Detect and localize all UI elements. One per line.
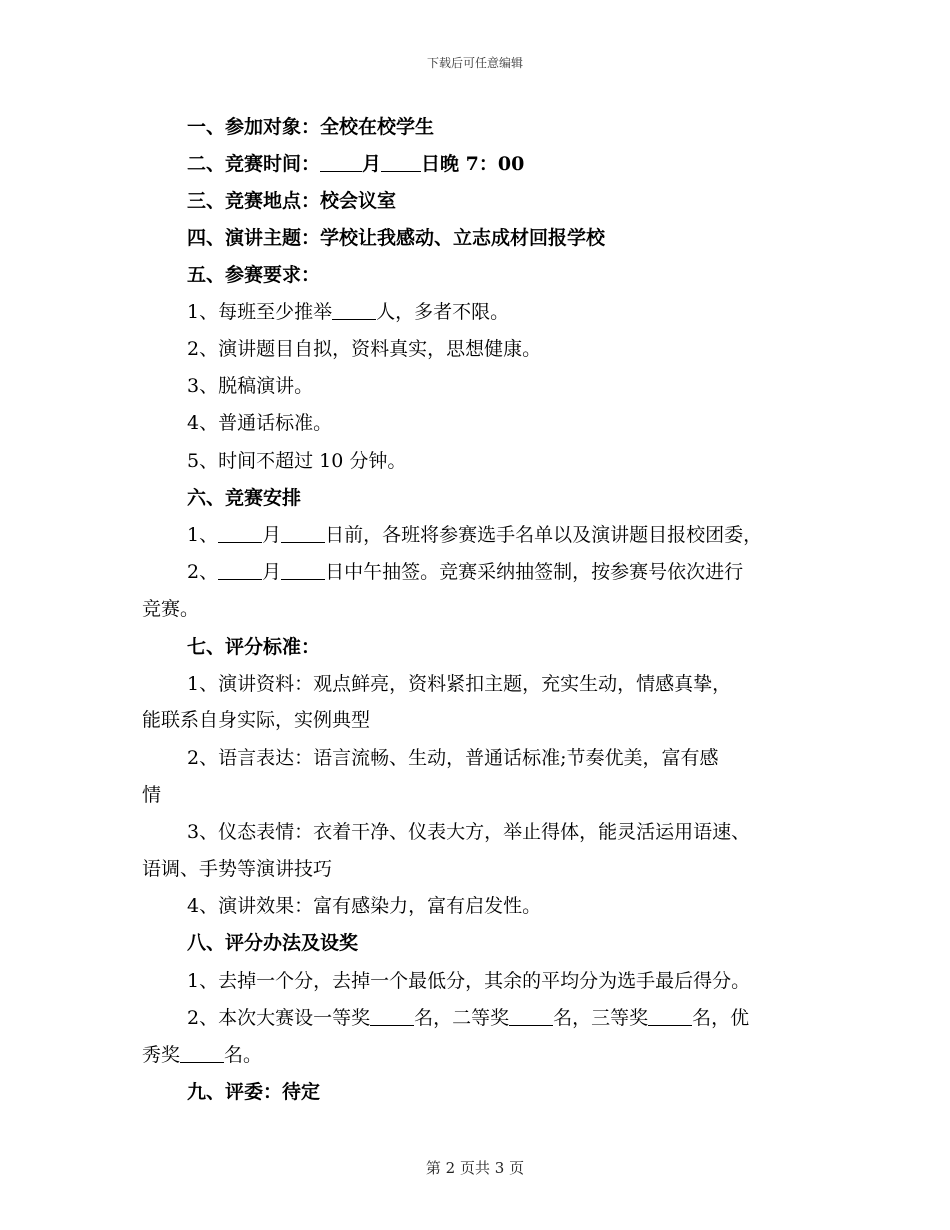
scoring-1: 1、去掉一个分，去掉一个最低分，其余的平均分为选手最后得分。	[187, 970, 751, 992]
arrangement-2-cont: 竞赛。	[142, 598, 200, 620]
criterion-2-cont: 情	[142, 784, 162, 806]
second-prize-blank	[509, 1005, 553, 1026]
time-value: 日晚 7：00	[421, 153, 525, 175]
criterion-4: 4、演讲效果：富有感染力，富有启发性。	[187, 895, 542, 917]
scoring-2-end: 名。	[224, 1044, 263, 1066]
requirement-3: 3、脱稿演讲。	[187, 375, 314, 397]
month-label: 月	[262, 561, 282, 583]
criterion-1-cont: 能联系自身实际，实例典型	[142, 709, 371, 731]
criterion-2: 2、语言表达：语言流畅、生动，普通话标准;节奏优美，富有感	[187, 747, 719, 769]
requirement-1-text-end: 人，多者不限。	[376, 301, 510, 323]
excellent-prize-label: 名，优	[692, 1007, 750, 1029]
criterion-1: 1、演讲资料：观点鲜亮，资料紧扣主题，充实生动，情感真挚，	[187, 673, 732, 695]
section-participants: 一、参加对象：全校在校学生	[187, 116, 435, 138]
day-blank	[281, 522, 325, 543]
scoring-2	[187, 1005, 749, 1031]
day-blank	[381, 151, 421, 172]
arrangement-1	[187, 522, 762, 548]
section-criteria: 七、评分标准：	[187, 636, 321, 658]
criterion-3-cont: 语调、手势等演讲技巧	[142, 858, 333, 880]
requirement-1-text: 1、每班至少推举	[187, 301, 333, 323]
first-prize-label: 2、本次大赛设一等奖	[187, 1007, 371, 1029]
excellent-prize-label-end: 秀奖	[142, 1044, 181, 1066]
section-judges: 九、评委：待定	[187, 1081, 321, 1103]
scoring-2-cont	[142, 1042, 262, 1068]
section-requirements: 五、参赛要求：	[187, 264, 321, 286]
month-blank	[218, 559, 262, 580]
count-blank	[332, 299, 376, 320]
requirement-5: 5、时间不超过 10 分钟。	[187, 450, 407, 472]
requirement-1	[187, 299, 509, 325]
section-arrangement: 六、竞赛安排	[187, 487, 302, 509]
excellent-prize-blank	[180, 1042, 224, 1063]
first-prize-blank	[370, 1005, 414, 1026]
page-footer: 第 2 页共 3 页	[425, 1159, 525, 1177]
requirement-4: 4、普通话标准。	[187, 412, 333, 434]
month-label: 月	[362, 153, 382, 175]
arrangement-2-num: 2、	[187, 561, 219, 583]
arrangement-2	[187, 559, 743, 585]
day-blank	[281, 559, 325, 580]
arrangement-2-text: 日中午抽签。竞赛采纳抽签制，按参赛号依次进行	[325, 561, 744, 583]
second-prize-label: 名，二等奖	[414, 1007, 510, 1029]
month-blank	[218, 522, 262, 543]
third-prize-blank	[648, 1005, 692, 1026]
requirement-2: 2、演讲题目自拟，资料真实，思想健康。	[187, 338, 542, 360]
page-header: 下载后可任意编辑	[426, 56, 523, 70]
arrangement-1-num: 1、	[187, 524, 219, 546]
month-blank	[320, 151, 362, 172]
month-label: 月	[262, 524, 282, 546]
section-theme: 四、演讲主题：学校让我感动、立志成材回报学校	[187, 227, 606, 249]
section-time	[187, 151, 524, 177]
section-scoring: 八、评分办法及设奖	[187, 932, 359, 954]
criterion-3: 3、仪态表情：衣着干净、仪表大方，举止得体，能灵活运用语速、	[187, 821, 751, 843]
third-prize-label: 名，三等奖	[553, 1007, 649, 1029]
section-venue: 三、竞赛地点：校会议室	[187, 190, 397, 212]
arrangement-1-text: 日前，各班将参赛选手名单以及演讲题目报校团委，	[325, 524, 763, 546]
time-label: 二、竞赛时间：	[187, 153, 321, 175]
